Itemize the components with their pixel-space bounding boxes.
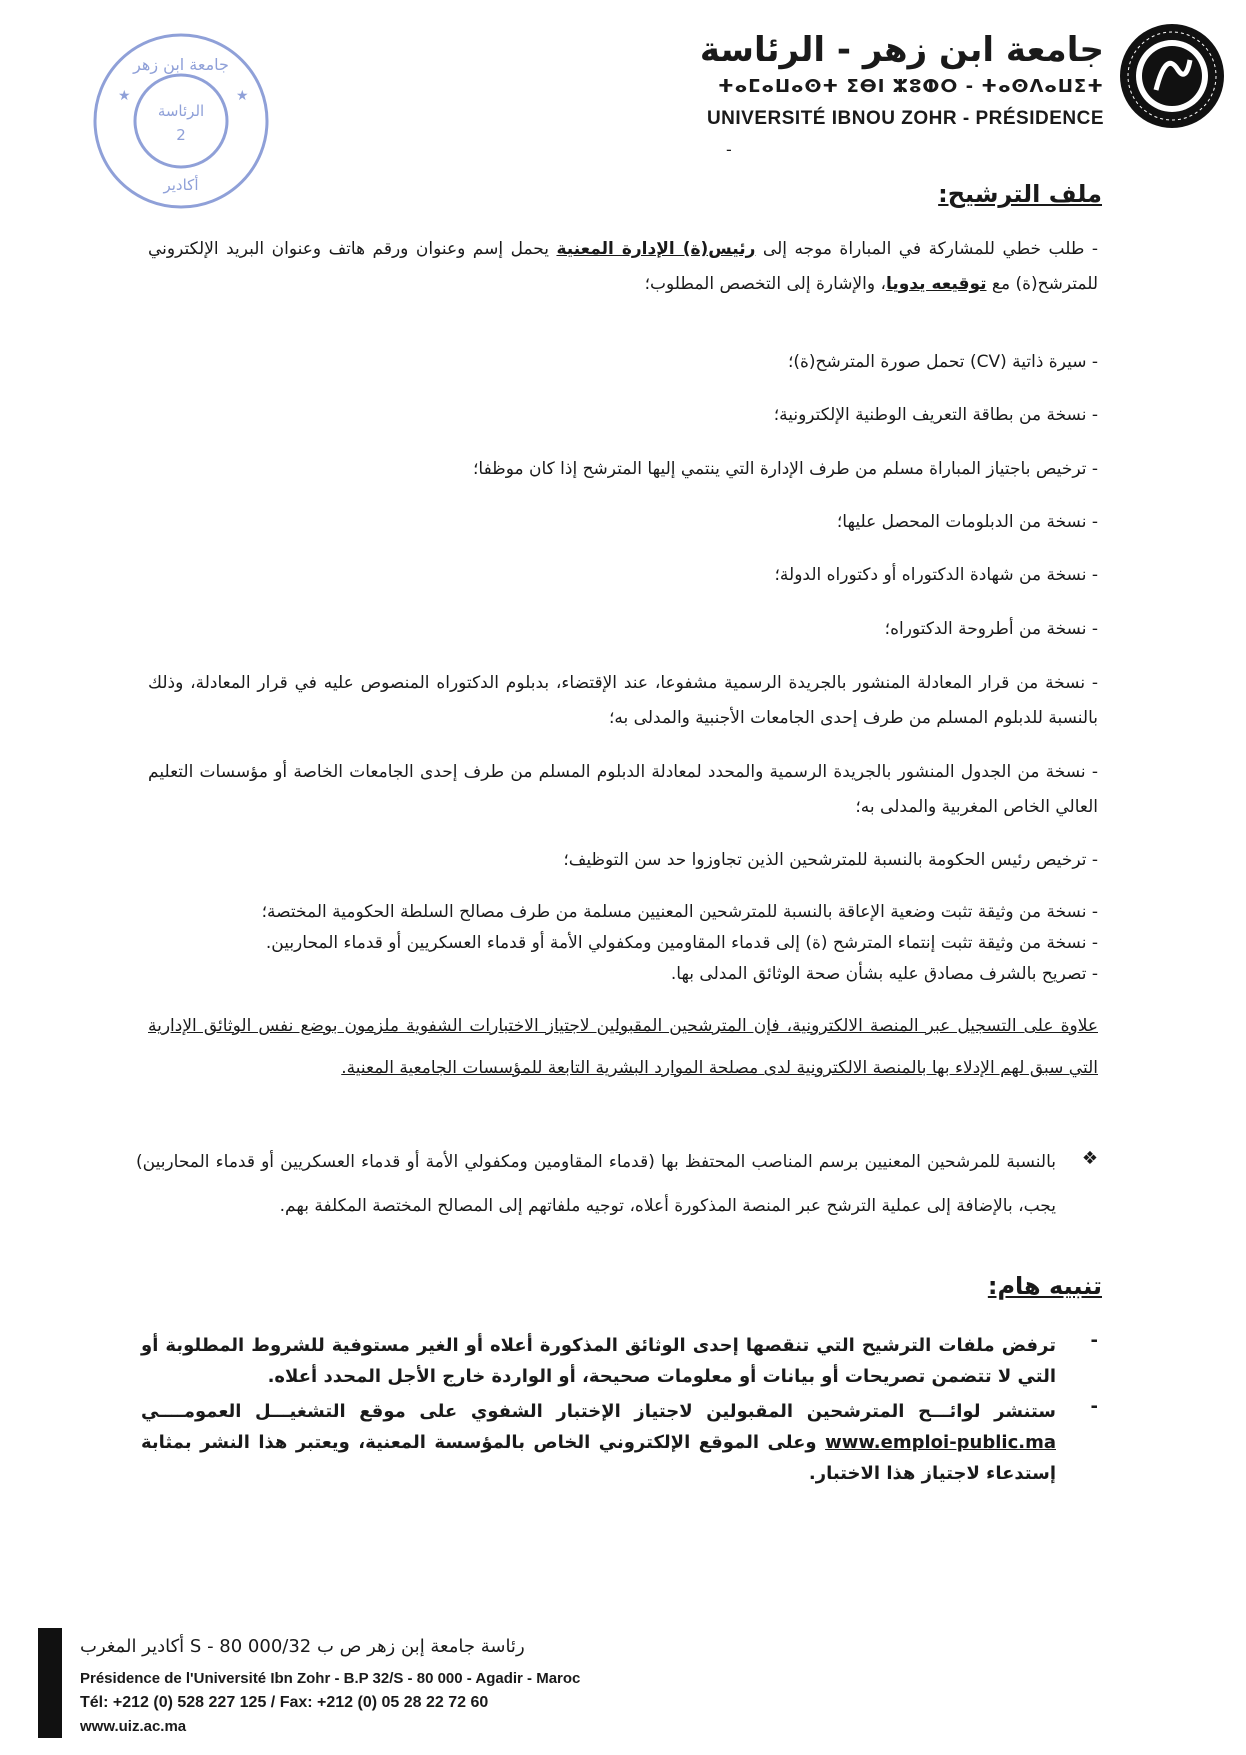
notice-item-2: ستنشر لوائـــح المترشحين المقبولين لاجتياز الإختبار الشفوي على موقع التشغيـــل العمومــــي www.emploi-public.ma وعلى الموقع الإلكتروني الخاص بالمؤسسة المعنية، ويعتبر هذا النشر بمثابة إستدعاء لاجتياز هذا الاختبار. (141, 1401, 1056, 1484)
stamp-text-bottom: أكادير (163, 176, 199, 194)
dossier-item-4: - ترخيص باجتياز المباراة مسلم من طرف الإدارة التي ينتمي إليها المترشح إذا كان موظفا؛ (472, 459, 1098, 479)
footer-address-french: Présidence de l'Université Ibn Zohr - B.P 32/S - 80 000 - Agadir - Maroc (80, 1670, 581, 1687)
dossier-item-5: - نسخة من الدبلومات المحصل عليها؛ (836, 512, 1098, 532)
footer-phone-fax: Tél: +212 (0) 528 227 125 / Fax: +212 (0) 05 28 22 72 60 (80, 1694, 489, 1711)
dossier-item-8: - نسخة من قرار المعادلة المنشور بالجريدة الرسمية مشفوعا، عند الإقتضاء، بدبلوم الدكتوراه المنصوص عليه في قرار المعادلة، وذلك بالنسبة للدبلوم المسلم من طرف إحدى الجامعات الأجنبية والمدلى به؛ (148, 673, 1098, 728)
notice-item-1: ترفض ملفات الترشيح التي تنقصها إحدى الوثائق المذكورة أعلاه أو الغير مستوفية للشروط المطلوبة أو التي لا تتضمن تصريحات أو بيانات أو معلومات صحيحة، أو الواردة خارج الأجل المحدد أعلاه. (141, 1335, 1056, 1387)
notice-dash-1: - (1090, 1330, 1098, 1351)
university-name-arabic: جامعة ابن زهر - الرئاسة (699, 30, 1104, 70)
university-name-french: UNIVERSITÉ IBNOU ZOHR - PRÉSIDENCE (706, 108, 1104, 129)
notice-title: تنبيه هام: (987, 1272, 1102, 1300)
underlined-paragraph: علاوة على التسجيل عبر المنصة الالكترونية، فإن المترشحين المقبولين لاجتياز الاختبارات الشفوية ملزمون بوضع نفس الوثائق الإدارية التي سبق لهم الإدلاء بها بالمنصة الالكترونية لدى مصلحة الموارد البشرية التابعة للمؤسسات الجامعية المعنية. (148, 1016, 1098, 1078)
notice-dash-2: - (1090, 1396, 1098, 1417)
emploi-public-link[interactable]: www.emploi-public.ma (825, 1432, 1056, 1453)
footer-bar (38, 1628, 62, 1738)
dossier-item-6: - نسخة من شهادة الدكتوراه أو دكتوراه الدولة؛ (774, 565, 1098, 585)
footer-website[interactable]: www.uiz.ac.ma (80, 1718, 187, 1735)
dossier-item-7: - نسخة من أطروحة الدكتوراه؛ (884, 619, 1098, 639)
university-name-tifinagh: ⵜⴰⵎⴰⵡⴰⵙⵜ ⵉⴱⵏ ⵣⵓⵀⵔ - ⵜⴰⵙⴷⴰⵡⵉⵜ (718, 76, 1104, 97)
stamp-text-middle: الرئاسة (157, 102, 205, 120)
star-item: بالنسبة للمرشحين المعنيين برسم المناصب المحتفظ بها (قدماء المقاومين ومكفولي الأمة أو قدماء العسكريين أو قدماء المحاربين) يجب، بالإضافة إلى عملية الترشح عبر المنصة المذكورة أعلاه، توجيه ملفاتهم إلى المصالح المختصة المكلفة بهم. (136, 1152, 1056, 1216)
dossier-item-2: - سيرة ذاتية (CV) تحمل صورة المترشح(ة)؛ (787, 352, 1098, 372)
dossier-item-9: - نسخة من الجدول المنشور بالجريدة الرسمية والمحدد لمعادلة الدبلوم المسلم من طرف إحدى الجامعات الخاصة أو مؤسسات التعليم العالي الخاص المغربية والمدلى به؛ (148, 762, 1098, 817)
svg-text:★: ★ (118, 88, 131, 104)
stamp-text-top: جامعة ابن زهر (133, 55, 229, 74)
dossier-group (148, 897, 1098, 990)
header-dash: - (726, 140, 732, 159)
dossier-item-10: - ترخيص رئيس الحكومة بالنسبة للمترشحين الذين تجاوزوا حد سن التوظيف؛ (563, 850, 1098, 870)
dossier-title: ملف الترشيح: (938, 180, 1102, 208)
dossier-item-1: - طلب خطي للمشاركة في المباراة موجه إلى رئيس(ة) الإدارة المعنية يحمل إسم وعنوان ورقم هاتف وعنوان البريد الإلكتروني للمترشح(ة) مع توقيعه يدويا، والإشارة إلى التخصص المطلوب؛ (148, 239, 1099, 294)
stamp-number: 2 (176, 126, 186, 144)
official-stamp (90, 30, 272, 212)
dossier-item-3: - نسخة من بطاقة التعريف الوطنية الإلكترونية؛ (773, 405, 1098, 425)
university-logo (1116, 20, 1228, 132)
group-item-2: - نسخة من وثيقة تثبت إنتماء المترشح (ة) إلى قدماء المقاومين ومكفولي الأمة أو قدماء العسكريين أو قدماء المحاربين. (265, 933, 1098, 953)
svg-text:★: ★ (236, 88, 249, 104)
group-item-1: - نسخة من وثيقة تثبت وضعية الإعاقة بالنسبة للمترشحين المعنيين مسلمة من طرف مصالح السلطة الحكومية المختصة؛ (261, 902, 1098, 922)
footer-address-arabic: رئاسة جامعة إبن زهر ص ب 32/S - 80 000 أكادير المغرب (80, 1636, 525, 1657)
group-item-3: - تصريح بالشرف مصادق عليه بشأن صحة الوثائق المدلى بها. (670, 964, 1098, 984)
star-bullet-icon: ❖ (1081, 1148, 1098, 1169)
